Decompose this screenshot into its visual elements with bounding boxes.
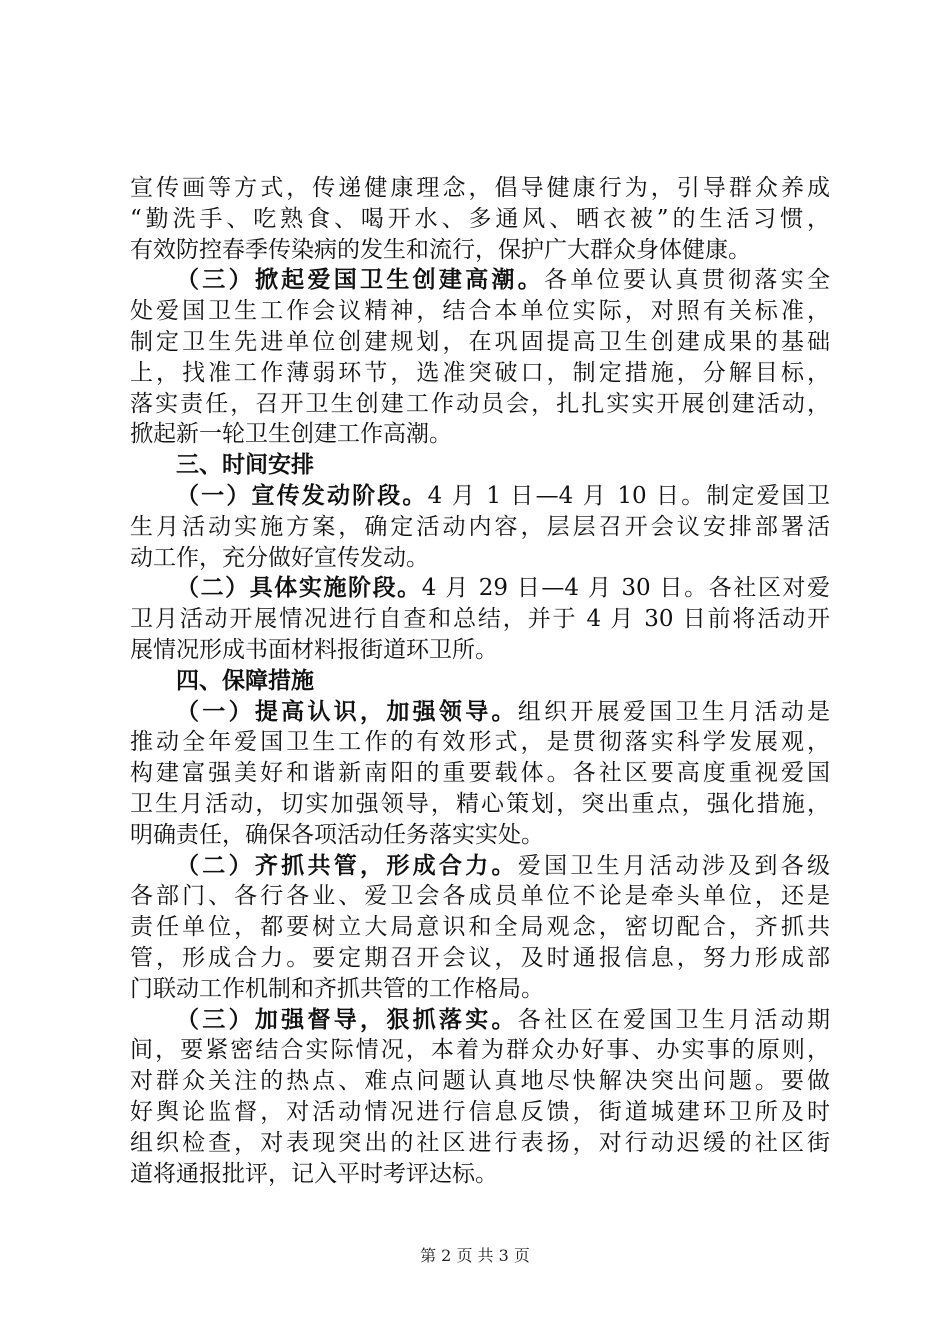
paragraph-line	[130, 635, 830, 666]
paragraph-line	[130, 173, 830, 204]
body-text: 好舆论监督，对活动情况进行信息反馈，街道城建环卫所及时	[130, 1098, 830, 1125]
paragraph-line	[130, 912, 830, 943]
paragraph-line	[130, 1035, 830, 1066]
paragraph-line	[130, 419, 830, 450]
body-text: 道将通报批评，记入平时考评达标。	[130, 1160, 498, 1187]
body-text: 爱国卫生月活动涉及到各级	[517, 852, 831, 879]
body-text: 各社区在爱国卫生月活动期	[517, 1006, 831, 1033]
paragraph-line	[130, 296, 830, 327]
body-text: 展情况形成书面材料报街道环卫所。	[130, 636, 498, 663]
body-text: 掀起新一轮卫生创建工作高潮。	[130, 421, 452, 448]
paragraph-line	[130, 573, 830, 604]
section-lead-bold: （三）加强督导，狠抓落实。	[176, 1006, 518, 1033]
body-text: 对群众关注的热点、难点问题认真地尽快解决突出问题。要做	[130, 1068, 830, 1095]
body-text: 管，形成合力。要定期召开会议，及时通报信息，努力形成部	[130, 944, 830, 971]
body-text: 上，找准工作薄弱环节，选准突破口，制定措施，分解目标，	[130, 359, 830, 386]
paragraph-line	[130, 389, 830, 420]
paragraph-line	[130, 1005, 830, 1036]
document-body	[130, 173, 830, 1189]
paragraph-line	[130, 481, 830, 512]
paragraph-line	[130, 1159, 830, 1190]
section-lead-bold: （三）掀起爱国卫生创建高潮。	[176, 267, 545, 294]
section-heading-text: 四、保障措施	[176, 667, 314, 694]
section-lead-bold: （二）齐抓共管，形成合力。	[176, 852, 518, 879]
body-text: 有效防控春季传染病的发生和流行，保护广大群众身体健康。	[130, 236, 751, 263]
section-heading-text: 三、时间安排	[176, 452, 314, 479]
paragraph-line	[130, 358, 830, 389]
paragraph-line	[130, 758, 830, 789]
paragraph-line	[130, 543, 830, 574]
body-text: 制定卫生先进单位创建规划，在巩固提高卫生创建成果的基础	[130, 328, 830, 355]
paragraph-line	[130, 1128, 830, 1159]
body-text: 卫月活动开展情况进行自查和总结，并于 4 月 30 日前将活动开	[130, 606, 830, 633]
body-text: 生月活动实施方案，确定活动内容，层层召开会议安排部署活	[130, 513, 830, 540]
body-text: 门联动工作机制和齐抓共管的工作格局。	[130, 975, 544, 1002]
section-lead-bold: （一）宣传发动阶段。	[176, 482, 428, 509]
paragraph-line	[130, 974, 830, 1005]
body-text: 组织开展爱国卫生月活动是	[517, 698, 831, 725]
paragraph-line	[130, 697, 830, 728]
paragraph-line	[130, 265, 830, 296]
paragraph-line	[130, 943, 830, 974]
section-heading	[130, 666, 830, 697]
section-lead-bold: （一）提高认识，加强领导。	[176, 698, 518, 725]
body-text: 4 月 29 日—4 月 30 日。各社区对爱	[421, 575, 830, 602]
paragraph-line	[130, 327, 830, 358]
body-text: 明确责任，确保各项活动任务落实实处。	[130, 821, 544, 848]
paragraph-line	[130, 789, 830, 820]
body-text: 间，要紧密结合实际情况，本着为群众办好事、办实事的原则，	[130, 1037, 830, 1064]
paragraph-line	[130, 727, 830, 758]
paragraph-line	[130, 204, 830, 235]
paragraph-line	[130, 512, 830, 543]
section-lead-bold: （二）具体实施阶段。	[176, 575, 422, 602]
body-text: 动工作，充分做好宣传发动。	[130, 544, 429, 571]
body-text: 4 月 1 日—4 月 10 日。制定爱国卫	[427, 482, 830, 509]
paragraph-line	[130, 1066, 830, 1097]
body-text: 各部门、各行各业、爱卫会各成员单位不论是牵头单位，还是	[130, 883, 830, 910]
paragraph-line	[130, 851, 830, 882]
body-text: 处爱国卫生工作会议精神，结合本单位实际，对照有关标准，	[130, 298, 830, 325]
paragraph-line	[130, 881, 830, 912]
page-number-footer: 第 2 页 共 3 页	[420, 1246, 530, 1265]
paragraph-line	[130, 1097, 830, 1128]
body-text: 推动全年爱国卫生工作的有效形式，是贯彻落实科学发展观，	[130, 729, 830, 756]
body-text: 责任单位，都要树立大局意识和全局观念，密切配合，齐抓共	[130, 914, 830, 941]
paragraph-line	[130, 604, 830, 635]
paragraph-line	[130, 235, 830, 266]
body-text: 落实责任，召开卫生创建工作动员会，扎扎实实开展创建活动，	[130, 390, 830, 417]
body-text: “勤洗手、吃熟食、喝开水、多通风、晒衣被”的生活习惯，	[130, 205, 830, 232]
paragraph-line	[130, 820, 830, 851]
body-text: 宣传画等方式，传递健康理念，倡导健康行为，引导群众养成	[130, 175, 830, 201]
body-text: 各单位要认真贯彻落实全	[544, 267, 831, 294]
body-text: 卫生月活动，切实加强领导，精心策划，突出重点，强化措施，	[130, 790, 830, 817]
body-text: 构建富强美好和谐新南阳的重要载体。各社区要高度重视爱国	[130, 760, 830, 787]
section-heading	[130, 450, 830, 481]
body-text: 组织检查，对表现突出的社区进行表扬，对行动迟缓的社区街	[130, 1129, 830, 1156]
